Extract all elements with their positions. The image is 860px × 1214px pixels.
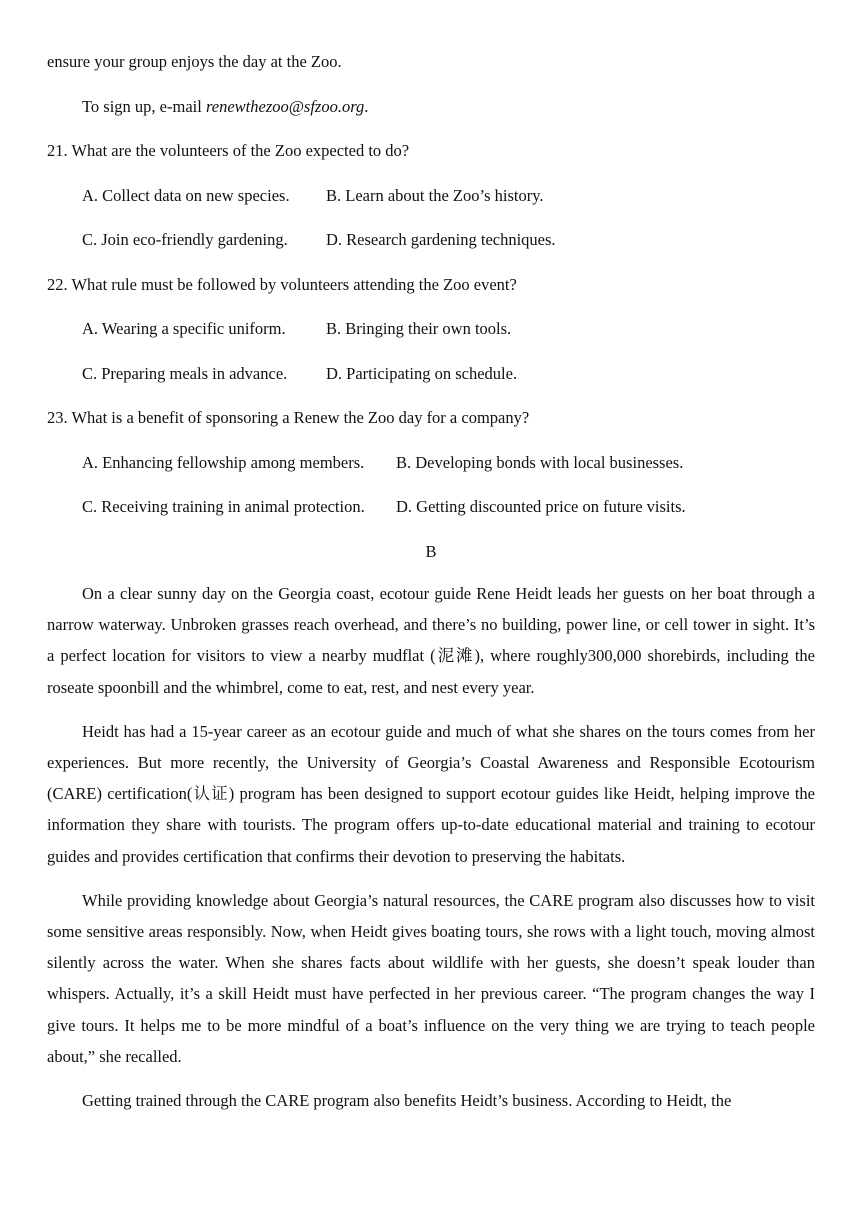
signup-email-link[interactable]: renewthezoo@sfzoo.org (205, 96, 365, 116)
option-c: C. Receiving training in animal protection. (82, 497, 365, 516)
question-22 (47, 267, 815, 401)
intro-line: ensure your group enjoys the day at the Zoo. (47, 52, 342, 71)
passage-paragraph-2: Heidt has had a 15-year career as an ecotour guide and much of what she shares on the tours comes from her experiences. But more recently, the University of Georgia’s Coastal Awareness and Responsible Ecotourism (CARE) certification(认证) program has been designed to support ecotour guides like Heidt, helping improve the information they share with tourists. The program offers up-to-date educational material and training to ecotour guides and provides certification that confirms their devotion to preserving the habitats. (47, 721, 815, 866)
option-d: D. Research gardening techniques. (326, 230, 556, 249)
option-row (47, 311, 815, 356)
option-b: B. Learn about the Zoo’s history. (326, 185, 544, 205)
question-stem: 21. What are the volunteers of the Zoo expected to do? (47, 141, 410, 160)
option-row (47, 222, 815, 267)
option-b: B. Bringing their own tools. (326, 319, 512, 338)
option-a: A. Wearing a specific uniform. (82, 319, 286, 338)
question-stem: 23. What is a benefit of sponsoring a Renew the Zoo day for a company? (47, 408, 530, 427)
question-stem: 22. What rule must be followed by volunteers attending the Zoo event? (47, 274, 517, 294)
option-a: A. Collect data on new species. (82, 185, 290, 205)
option-d: D. Participating on schedule. (326, 363, 518, 383)
signup-prefix: To sign up, e-mail (82, 96, 206, 116)
option-c: C. Join eco-friendly gardening. (82, 230, 288, 249)
signup-line (47, 89, 815, 134)
option-row (47, 445, 815, 490)
option-d: D. Getting discounted price on future visits. (396, 497, 686, 516)
option-b: B. Developing bonds with local businesses. (396, 452, 684, 472)
passage-paragraph-1: On a clear sunny day on the Georgia coast, ecotour guide Rene Heidt leads her guests on her boat through a narrow waterway. Unbroken grasses reach overhead, and there’s no building, power line, or cell tower in sight. It’s a perfect location for visitors to view a nearby mudflat (泥滩), where roughly300,000 shorebirds, including the roseate spoonbill and the whimbrel, come to eat, rest, and nest every year. (47, 584, 815, 697)
question-21 (47, 133, 815, 267)
option-a: A. Enhancing fellowship among members. (82, 452, 365, 472)
passage-paragraph-3: While providing knowledge about Georgia’s natural resources, the CARE program also discusses how to visit some sensitive areas responsibly. Now, when Heidt gives boating tours, she rows with a light touch, moving almost silently across the water. When she shares facts about wildlife with her guests, she doesn’t speak louder than whispers. Actually, it’s a skill Heidt must have perfected in her previous career. “The program changes the way I give tours. It helps me to be more mindful of a boat’s influence on the very thing we are trying to teach people about,” she recalled. (47, 890, 815, 1066)
document-page (47, 44, 815, 1116)
option-row (47, 356, 815, 401)
question-23 (47, 400, 815, 534)
option-row (47, 489, 815, 534)
section-b-heading: B (425, 541, 437, 561)
passage-paragraph-4: Getting trained through the CARE program also benefits Heidt’s business. According to Heidt, the (82, 1091, 732, 1111)
option-row (47, 178, 815, 223)
option-c: C. Preparing meals in advance. (82, 363, 288, 383)
signup-suffix: . (364, 96, 369, 116)
